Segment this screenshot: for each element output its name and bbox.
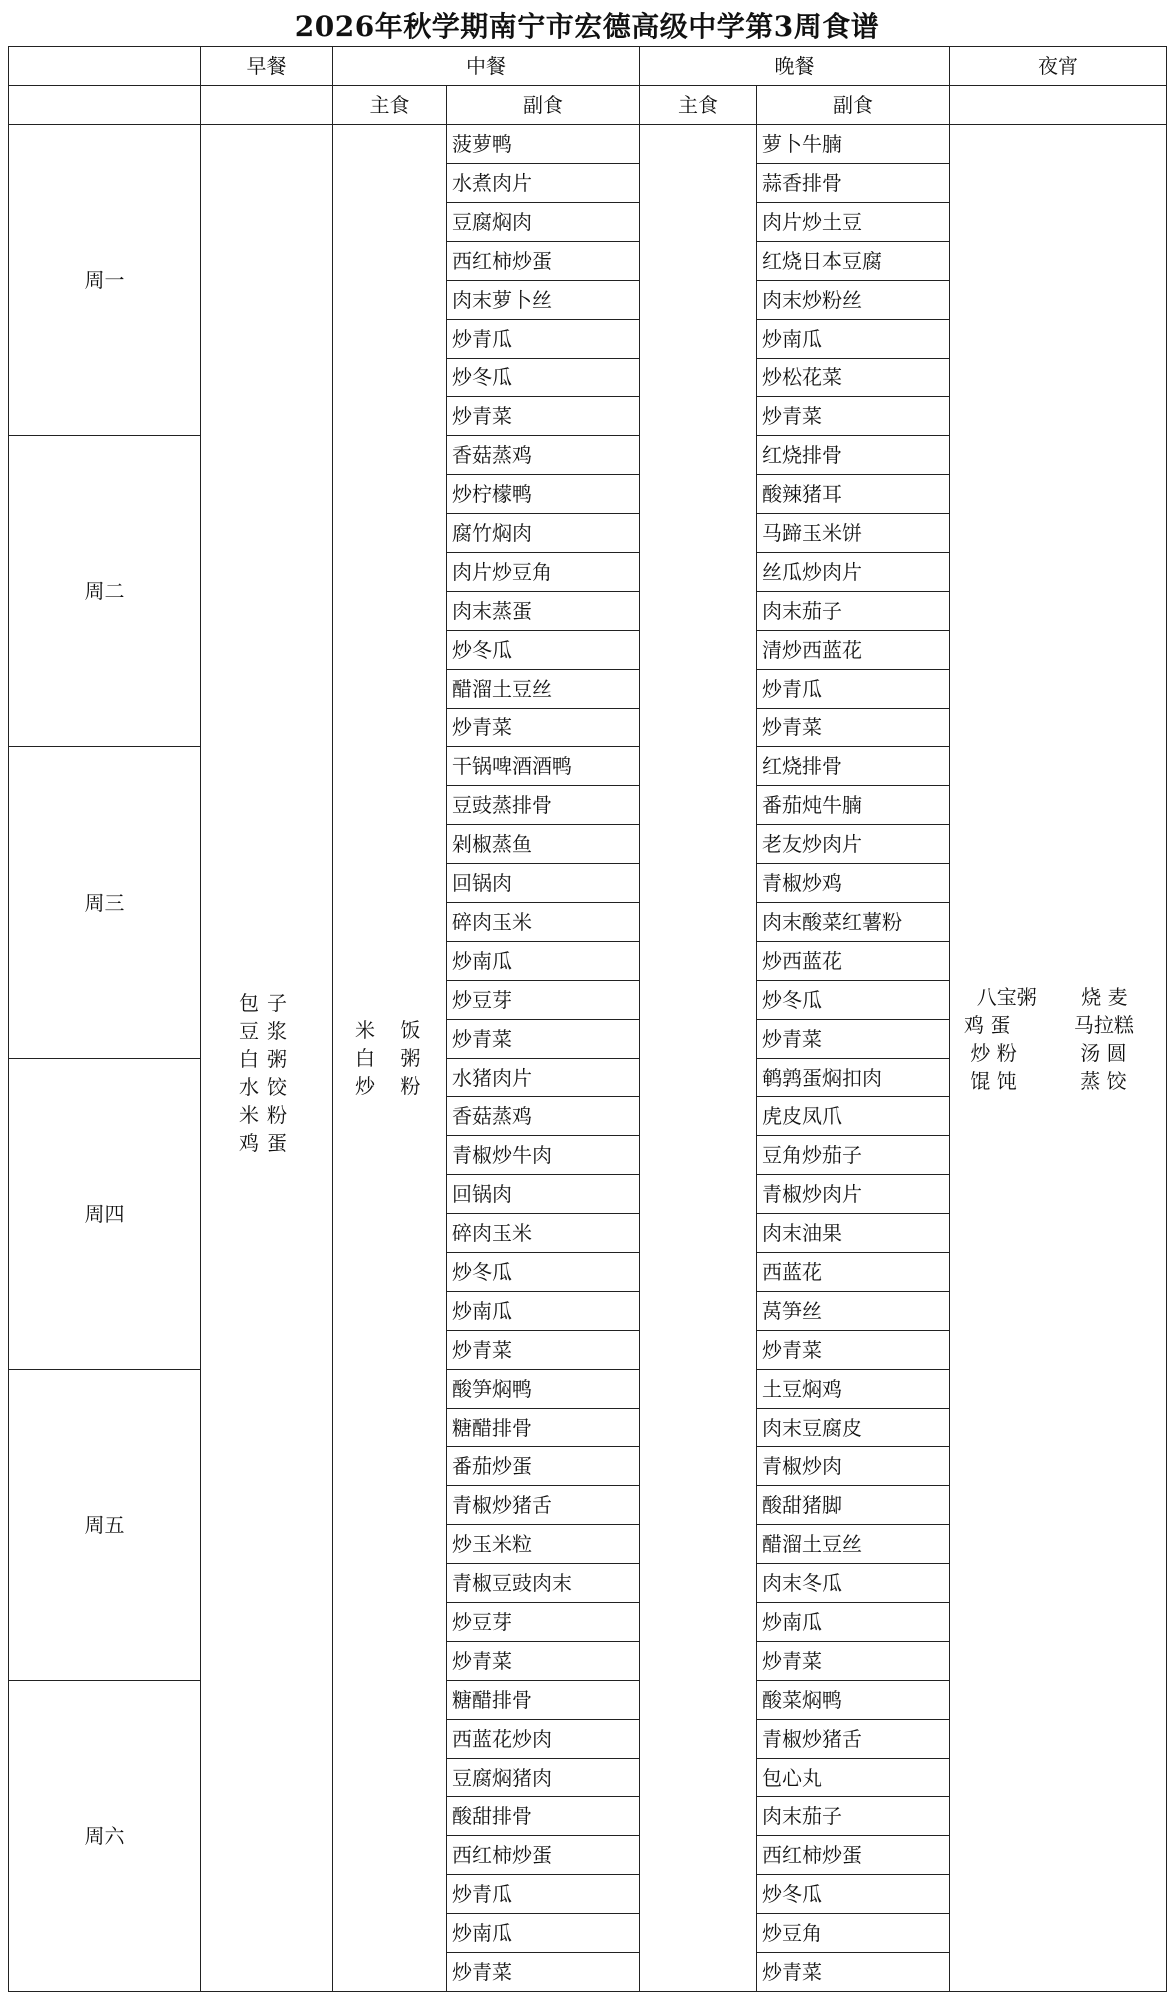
lunch-dish: 炒冬瓜 bbox=[447, 1253, 640, 1292]
subheader-empty bbox=[9, 86, 201, 125]
lunch-dish: 西蓝花炒肉 bbox=[447, 1719, 640, 1758]
lunch-dish: 炒青菜 bbox=[447, 708, 640, 747]
dinner-dish: 醋溜土豆丝 bbox=[757, 1525, 950, 1564]
dinner-dish: 炒冬瓜 bbox=[757, 1875, 950, 1914]
dinner-dish: 肉末酸菜红薯粉 bbox=[757, 903, 950, 942]
dinner-dish: 酸甜猪脚 bbox=[757, 1486, 950, 1525]
header-row-2 bbox=[9, 86, 1167, 125]
dinner-dish: 青椒炒肉片 bbox=[757, 1175, 950, 1214]
breakfast-item: 白粥 bbox=[239, 1047, 295, 1072]
lunch-dish: 炒青菜 bbox=[447, 1330, 640, 1369]
dinner-dish: 青椒炒猪舌 bbox=[757, 1719, 950, 1758]
breakfast-cell bbox=[201, 125, 333, 1992]
dinner-dish: 红烧排骨 bbox=[757, 436, 950, 475]
lunch-dish: 炒豆芽 bbox=[447, 980, 640, 1019]
lunch-dish: 水猪肉片 bbox=[447, 1058, 640, 1097]
lunch-dish: 肉片炒豆角 bbox=[447, 552, 640, 591]
lunch-dish: 豆豉蒸排骨 bbox=[447, 786, 640, 825]
lunch-dish: 香菇蒸鸡 bbox=[447, 1097, 640, 1136]
day-label: 周五 bbox=[9, 1369, 201, 1680]
lunch-dish: 炒玉米粒 bbox=[447, 1525, 640, 1564]
dinner-dish: 番茄炖牛腩 bbox=[757, 786, 950, 825]
lunch-dish: 醋溜土豆丝 bbox=[447, 669, 640, 708]
dinner-dish: 肉末茄子 bbox=[757, 591, 950, 630]
dinner-dish: 清炒西蓝花 bbox=[757, 630, 950, 669]
lunch-dish: 香菇蒸鸡 bbox=[447, 436, 640, 475]
late-snack-item: 炒 粉 汤 圆 bbox=[964, 1041, 1127, 1066]
lunch-dish: 豆腐焖肉 bbox=[447, 202, 640, 241]
menu-table bbox=[8, 46, 1167, 1992]
late-snack-cell bbox=[950, 125, 1167, 1992]
day-label: 周二 bbox=[9, 436, 201, 747]
day-label: 周三 bbox=[9, 747, 201, 1058]
lunch-dish: 青椒炒猪舌 bbox=[447, 1486, 640, 1525]
day-label: 周六 bbox=[9, 1680, 201, 1991]
lunch-dish: 水煮肉片 bbox=[447, 164, 640, 203]
dinner-dish: 马蹄玉米饼 bbox=[757, 514, 950, 553]
lunch-dish: 炒青菜 bbox=[447, 1953, 640, 1992]
breakfast-item: 米粉 bbox=[239, 1103, 295, 1128]
dinner-dish: 肉末炒粉丝 bbox=[757, 280, 950, 319]
dinner-dish: 肉末油果 bbox=[757, 1214, 950, 1253]
lunch-staple-item: 白 粥 bbox=[355, 1046, 421, 1071]
late-snack-item: 八宝粥 烧 麦 bbox=[964, 985, 1128, 1010]
lunch-dish: 番茄炒蛋 bbox=[447, 1447, 640, 1486]
lunch-dish: 肉末萝卜丝 bbox=[447, 280, 640, 319]
late-snack-item: 鸡 蛋 马拉糕 bbox=[964, 1013, 1134, 1038]
lunch-dish: 豆腐焖猪肉 bbox=[447, 1758, 640, 1797]
lunch-dish: 碎肉玉米 bbox=[447, 1214, 640, 1253]
lunch-staple-item: 炒 粉 bbox=[355, 1074, 421, 1099]
lunch-dish: 炒南瓜 bbox=[447, 1914, 640, 1953]
dinner-dish: 炒南瓜 bbox=[757, 319, 950, 358]
header-dinner: 晚餐 bbox=[640, 47, 950, 86]
breakfast-item: 鸡蛋 bbox=[239, 1131, 295, 1156]
breakfast-item: 豆浆 bbox=[239, 1019, 295, 1044]
dinner-dish: 土豆焖鸡 bbox=[757, 1369, 950, 1408]
lunch-dish: 炒冬瓜 bbox=[447, 630, 640, 669]
lunch-dish: 糖醋排骨 bbox=[447, 1408, 640, 1447]
lunch-dish: 青椒炒牛肉 bbox=[447, 1136, 640, 1175]
lunch-dish: 西红柿炒蛋 bbox=[447, 1836, 640, 1875]
lunch-dish: 炒青瓜 bbox=[447, 1875, 640, 1914]
dinner-dish: 炒南瓜 bbox=[757, 1603, 950, 1642]
dinner-dish: 肉末豆腐皮 bbox=[757, 1408, 950, 1447]
lunch-dish: 炒柠檬鸭 bbox=[447, 475, 640, 514]
header-row-1 bbox=[9, 47, 1167, 86]
day-label: 周一 bbox=[9, 125, 201, 436]
lunch-dish: 回锅肉 bbox=[447, 864, 640, 903]
dinner-dish: 包心丸 bbox=[757, 1758, 950, 1797]
subheader-dinner-staple: 主食 bbox=[640, 86, 757, 125]
lunch-dish: 糖醋排骨 bbox=[447, 1680, 640, 1719]
menu-row bbox=[9, 125, 1167, 164]
dinner-dish: 西红柿炒蛋 bbox=[757, 1836, 950, 1875]
lunch-dish: 炒青菜 bbox=[447, 397, 640, 436]
lunch-dish: 炒南瓜 bbox=[447, 941, 640, 980]
dinner-staple-cell bbox=[640, 125, 757, 1992]
lunch-dish: 酸甜排骨 bbox=[447, 1797, 640, 1836]
lunch-dish: 炒青菜 bbox=[447, 1019, 640, 1058]
lunch-dish: 炒青瓜 bbox=[447, 319, 640, 358]
subheader-empty bbox=[201, 86, 333, 125]
lunch-dish: 剁椒蒸鱼 bbox=[447, 825, 640, 864]
lunch-dish: 碎肉玉米 bbox=[447, 903, 640, 942]
dinner-dish: 炒西蓝花 bbox=[757, 941, 950, 980]
dinner-dish: 红烧日本豆腐 bbox=[757, 241, 950, 280]
dinner-dish: 炒松花菜 bbox=[757, 358, 950, 397]
dinner-dish: 蒜香排骨 bbox=[757, 164, 950, 203]
lunch-dish: 肉末蒸蛋 bbox=[447, 591, 640, 630]
dinner-dish: 炒青菜 bbox=[757, 1953, 950, 1992]
late-snack-item: 馄 饨 蒸 饺 bbox=[964, 1069, 1127, 1094]
dinner-dish: 炒青菜 bbox=[757, 1641, 950, 1680]
dinner-dish: 炒青瓜 bbox=[757, 669, 950, 708]
dinner-dish: 青椒炒肉 bbox=[757, 1447, 950, 1486]
dinner-dish: 虎皮凤爪 bbox=[757, 1097, 950, 1136]
dinner-dish: 肉片炒土豆 bbox=[757, 202, 950, 241]
dinner-dish: 炒豆角 bbox=[757, 1914, 950, 1953]
day-label: 周四 bbox=[9, 1058, 201, 1369]
dinner-dish: 肉末冬瓜 bbox=[757, 1564, 950, 1603]
subheader-lunch-side: 副食 bbox=[447, 86, 640, 125]
lunch-staple-item: 米 饭 bbox=[355, 1018, 421, 1043]
dinner-dish: 酸菜焖鸭 bbox=[757, 1680, 950, 1719]
dinner-dish: 炒青菜 bbox=[757, 708, 950, 747]
breakfast-item: 水饺 bbox=[239, 1075, 295, 1100]
dinner-dish: 青椒炒鸡 bbox=[757, 864, 950, 903]
dinner-dish: 炒青菜 bbox=[757, 1019, 950, 1058]
breakfast-item: 包子 bbox=[239, 991, 295, 1016]
lunch-dish: 炒豆芽 bbox=[447, 1603, 640, 1642]
dinner-dish: 炒青菜 bbox=[757, 397, 950, 436]
header-breakfast: 早餐 bbox=[201, 47, 333, 86]
lunch-staple-cell bbox=[333, 125, 447, 1992]
dinner-dish: 红烧排骨 bbox=[757, 747, 950, 786]
dinner-dish: 豆角炒茄子 bbox=[757, 1136, 950, 1175]
subheader-empty bbox=[950, 86, 1167, 125]
lunch-dish: 回锅肉 bbox=[447, 1175, 640, 1214]
subheader-lunch-staple: 主食 bbox=[333, 86, 447, 125]
dinner-dish: 炒冬瓜 bbox=[757, 980, 950, 1019]
lunch-dish: 酸笋焖鸭 bbox=[447, 1369, 640, 1408]
lunch-dish: 炒冬瓜 bbox=[447, 358, 640, 397]
lunch-dish: 腐竹焖肉 bbox=[447, 514, 640, 553]
dinner-dish: 鹌鹑蛋焖扣肉 bbox=[757, 1058, 950, 1097]
header-lunch: 中餐 bbox=[333, 47, 640, 86]
lunch-dish: 炒青菜 bbox=[447, 1641, 640, 1680]
header-corner bbox=[9, 47, 201, 86]
dinner-dish: 萝卜牛腩 bbox=[757, 125, 950, 164]
lunch-dish: 西红柿炒蛋 bbox=[447, 241, 640, 280]
dinner-dish: 炒青菜 bbox=[757, 1330, 950, 1369]
page-title: 2026年秋学期南宁市宏德高级中学第3周食谱 bbox=[294, 10, 880, 43]
dinner-dish: 老友炒肉片 bbox=[757, 825, 950, 864]
dinner-dish: 西蓝花 bbox=[757, 1253, 950, 1292]
lunch-dish: 干锅啤酒酒鸭 bbox=[447, 747, 640, 786]
lunch-dish: 炒南瓜 bbox=[447, 1291, 640, 1330]
dinner-dish: 丝瓜炒肉片 bbox=[757, 552, 950, 591]
subheader-dinner-side: 副食 bbox=[757, 86, 950, 125]
dinner-dish: 酸辣猪耳 bbox=[757, 475, 950, 514]
lunch-dish: 菠萝鸭 bbox=[447, 125, 640, 164]
dinner-dish: 莴笋丝 bbox=[757, 1291, 950, 1330]
header-late-snack: 夜宵 bbox=[950, 47, 1167, 86]
dinner-dish: 肉末茄子 bbox=[757, 1797, 950, 1836]
lunch-dish: 青椒豆豉肉末 bbox=[447, 1564, 640, 1603]
